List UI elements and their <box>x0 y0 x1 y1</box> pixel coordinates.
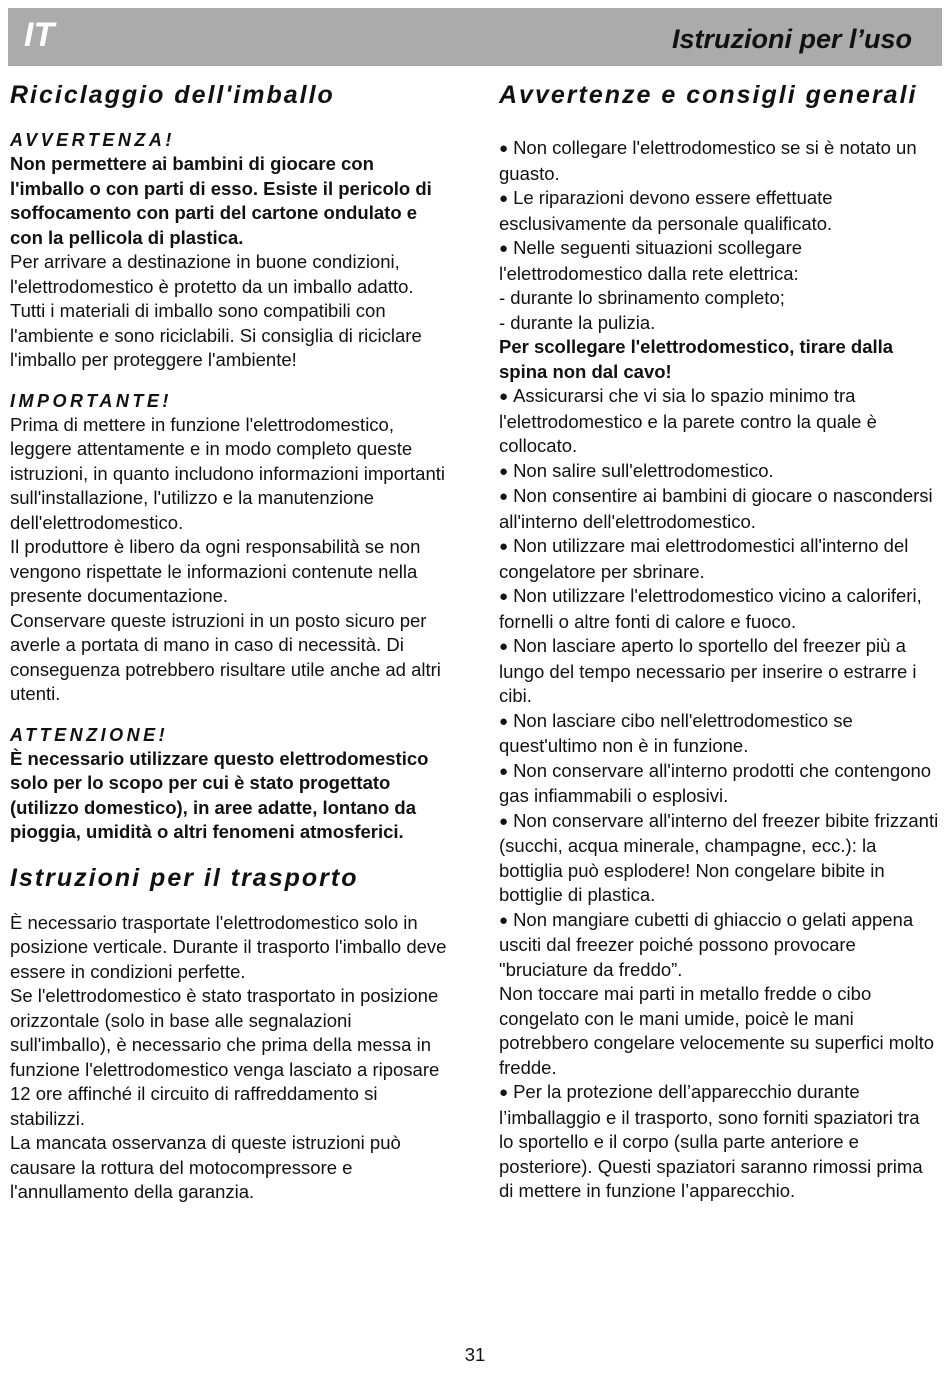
recycling-paragraph: Per arrivare a destinazione in buone condizioni, l'elettrodomestico è protetto da un imballo adatto. Tutti i materiali di imballo sono compatibili con l'ambiente e sono riciclabili. Si consiglia di riciclare l'imballo per proteggere l'ambiente! <box>10 251 422 370</box>
attention-label: ATTENZIONE! <box>10 724 169 745</box>
list-subitem: - durante lo sbrinamento completo; <box>499 287 785 308</box>
bullet-icon: ● <box>499 812 509 830</box>
list-item: ● Non consentire ai bambini di giocare o nascondersi all'interno dell'elettrodomestico. <box>499 485 933 532</box>
bullet-icon: ● <box>499 911 509 929</box>
important-paragraph-1: Prima di mettere in funzione l'elettrodomestico, leggere attentamente e in modo completo queste istruzioni, in quanto includono informazioni importanti sull'installazione, l'utilizzo e la manutenzione dell'elettrodomestico. <box>10 413 445 533</box>
header-title: Istruzioni per l’uso <box>671 24 912 54</box>
unplug-warning: Per scollegare l'elettrodomestico, tirare dalla spina non dal cavo! <box>499 336 894 382</box>
important-label: IMPORTANTE! <box>10 390 172 411</box>
bullet-icon: ● <box>499 488 509 505</box>
list-item-continuation: Non toccare mai parti in metallo fredde o cibo congelato con le mani umide, poicè le mani potrebbero congelare velocemente su superfici molto fredde. <box>499 983 934 1078</box>
left-column <box>10 80 450 1205</box>
section-title-transport: Istruzioni per il trasporto <box>10 863 359 892</box>
page-number: 31 <box>464 1344 486 1365</box>
list-item: ● Non utilizzare l'elettrodomestico vicino a caloriferi, fornelli o altre fonti di calore e fuoco. <box>499 585 922 632</box>
list-item: ● Non collegare l'elettrodomestico se si è notato un guasto. <box>499 137 917 184</box>
list-item: ● Non lasciare aperto lo sportello del freezer più a lungo del tempo necessario per inserire o estrarre i cibi. <box>499 635 917 706</box>
bullet-icon: ● <box>499 638 509 655</box>
section-title-recycling: Riciclaggio dell'imballo <box>10 81 335 109</box>
transport-paragraph-1: È necessario trasportate l'elettrodomestico solo in posizione verticale. Durante il trasporto l'imballo deve essere in condizioni perfette. <box>10 911 447 982</box>
list-item: ● Non lasciare cibo nell'elettrodomestico se quest'ultimo non è in funzione. <box>499 709 853 756</box>
important-paragraph-3: Conservare queste istruzioni in un posto sicuro per averle a portata di mano in caso di necessità. Di conseguenza potrebbero risultare utile anche ad altri utenti. <box>10 609 441 704</box>
bullet-icon: ● <box>499 588 509 605</box>
page-header <box>8 8 942 66</box>
list-item: ● Assicurarsi che vi sia lo spazio minimo tra l'elettrodomestico e la parete contro la quale è collocato. <box>499 385 877 456</box>
warning-label: AVVERTENZA! <box>10 130 175 150</box>
transport-paragraph-3: La mancata osservanza di queste istruzioni può causare la rottura del motocompressore e l'annullamento della garanzia. <box>10 1132 401 1202</box>
important-paragraph-2: Il produttore è libero da ogni responsabilità se non vengono rispettate le informazioni contenute nella presente documentazione. <box>10 536 421 606</box>
warning-text: Non permettere ai bambini di giocare con l'imballo o con parti di esso. Esiste il pericolo di soffocamento con parti del cartone ondulato e con la pellicola di plastica. <box>10 153 432 248</box>
list-item: ● Non utilizzare mai elettrodomestici all'interno del congelatore per sbrinare. <box>499 535 909 582</box>
list-item: ● Non conservare all'interno del freezer bibite frizzanti (succhi, acqua minerale, champagne, ecc.): la bottiglia può esplodere! Non congelare bibite in bottiglie di plastica. <box>499 809 939 905</box>
bullet-icon: ● <box>499 240 509 257</box>
transport-paragraph-2: Se l'elettrodomestico è stato trasportato in posizione orizzontale (solo in base alle segnalazioni sull'imballo), è necessario che prima della messa in funzione l'elettrodomestico venga lasciato a riposare 12 ore affinché il circuito di raffreddamento si stabilizzi. <box>10 985 440 1129</box>
bullet-icon: ● <box>499 388 509 405</box>
list-item: ● Per la protezione dell’apparecchio durante l’imballaggio e il trasporto, sono forniti spaziatori tra lo sportello e il corpo (sulla parte anteriore e posteriore). Questi spaziatori saranno rimossi prima di mettere in funzione l’apparecchio. <box>499 1081 923 1201</box>
bullet-icon: ● <box>499 190 509 207</box>
list-subitem: - durante la pulizia. <box>499 311 656 333</box>
language-code: IT <box>24 16 55 54</box>
list-item: ● Nelle seguenti situazioni scollegare l'elettrodomestico dalla rete elettrica: <box>499 237 803 284</box>
section-title-warnings: Avvertenze e consigli generali <box>499 81 918 109</box>
bullet-icon: ● <box>499 538 509 555</box>
list-item: ● Non mangiare cubetti di ghiaccio o gelati appena usciti dal freezer poiché possono provocare "bruciature da freddo”. <box>499 908 914 980</box>
bullet-icon: ● <box>499 712 509 730</box>
list-item: ● Non salire sull'elettrodomestico. <box>499 459 774 481</box>
list-item: ● Non conservare all'interno prodotti che contengono gas infiammabili o esplosivi. <box>499 759 932 806</box>
bullet-icon: ● <box>499 1084 509 1101</box>
bullet-icon: ● <box>499 140 509 157</box>
bullet-icon: ● <box>499 762 509 780</box>
bullet-icon: ● <box>499 462 509 480</box>
right-column <box>499 80 939 1204</box>
list-item: ● Le riparazioni devono essere effettuate esclusivamente da personale qualificato. <box>499 187 833 234</box>
attention-text: È necessario utilizzare questo elettrodomestico solo per lo scopo per cui è stato progettato (utilizzo domestico), in aree adatte, lontano da pioggia, umidità o altri fenomeni atmosferici. <box>10 747 429 842</box>
